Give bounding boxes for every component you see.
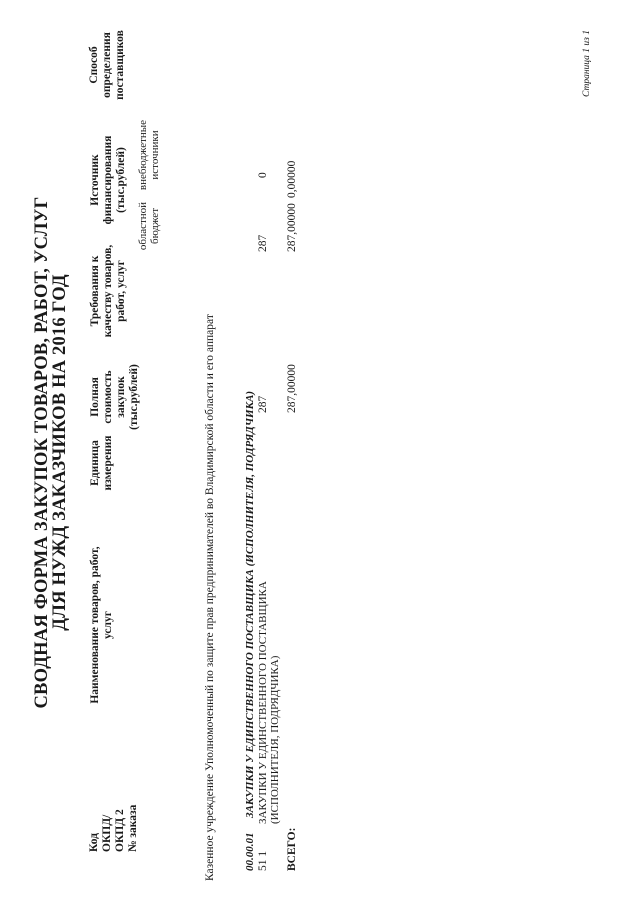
header-code-label: Код ОКПД/ ОКПД 2 № заказа [88, 804, 139, 852]
header-extra-budget: внебюджетные источники [137, 119, 161, 191]
row-name-line-2: (ИСПОЛНИТЕЛЯ, ПОДРЯДЧИКА) [269, 655, 281, 824]
header-total-cost: Полная стоимость закупок (тыс.рублей) [89, 364, 140, 430]
document-title-line-1: СВОДНАЯ ФОРМА ЗАКУПОК ТОВАРОВ, РАБОТ, УСЛУГ [32, 196, 52, 709]
header-requirements: Требования к качеству товаров, работ, услуг [89, 244, 127, 338]
page-number: Страница 1 из 1 [582, 30, 592, 97]
header-unit: Единица измерения [89, 435, 114, 491]
row-total-cost: 287 [257, 395, 269, 413]
header-method: Способ определения поставщиков [88, 30, 126, 100]
totals-regional-budget: 287,00000 [286, 203, 298, 252]
row-regional-budget: 287 [257, 234, 269, 252]
row-name-line-1: ЗАКУПКИ У ЕДИНСТВЕННОГО ПОСТАВЩИКА [257, 581, 269, 824]
header-code [88, 792, 140, 852]
organization-name: Казенное учреждение Уполномоченный по защите прав предпринимателей во Владимирской области и его аппарат [204, 314, 216, 881]
header-funding-source: Источник финансирования (тыс.рублей) [89, 135, 127, 225]
section-title: ЗАКУПКИ У ЕДИНСТВЕННОГО ПОСТАВЩИКА (ИСПОЛНИТЕЛЯ, ПОДРЯДЧИКА) [244, 390, 256, 818]
row-extra-budget: 0 [257, 172, 269, 178]
row-name [257, 581, 281, 824]
totals-total-cost: 287,00000 [286, 364, 298, 413]
header-name: Наименование товаров, работ, услуг [89, 546, 114, 704]
document-title-line-2: ДЛЯ НУЖД ЗАКАЗЧИКОВ НА 2016 ГОД [50, 274, 70, 631]
totals-label: ВСЕГО: [286, 827, 298, 871]
row-code: 51 1 [257, 850, 269, 871]
totals-extra-budget: 0,00000 [286, 160, 298, 198]
section-code: 00.00.01 [244, 832, 256, 871]
header-regional-budget: областной бюджет [137, 201, 161, 251]
